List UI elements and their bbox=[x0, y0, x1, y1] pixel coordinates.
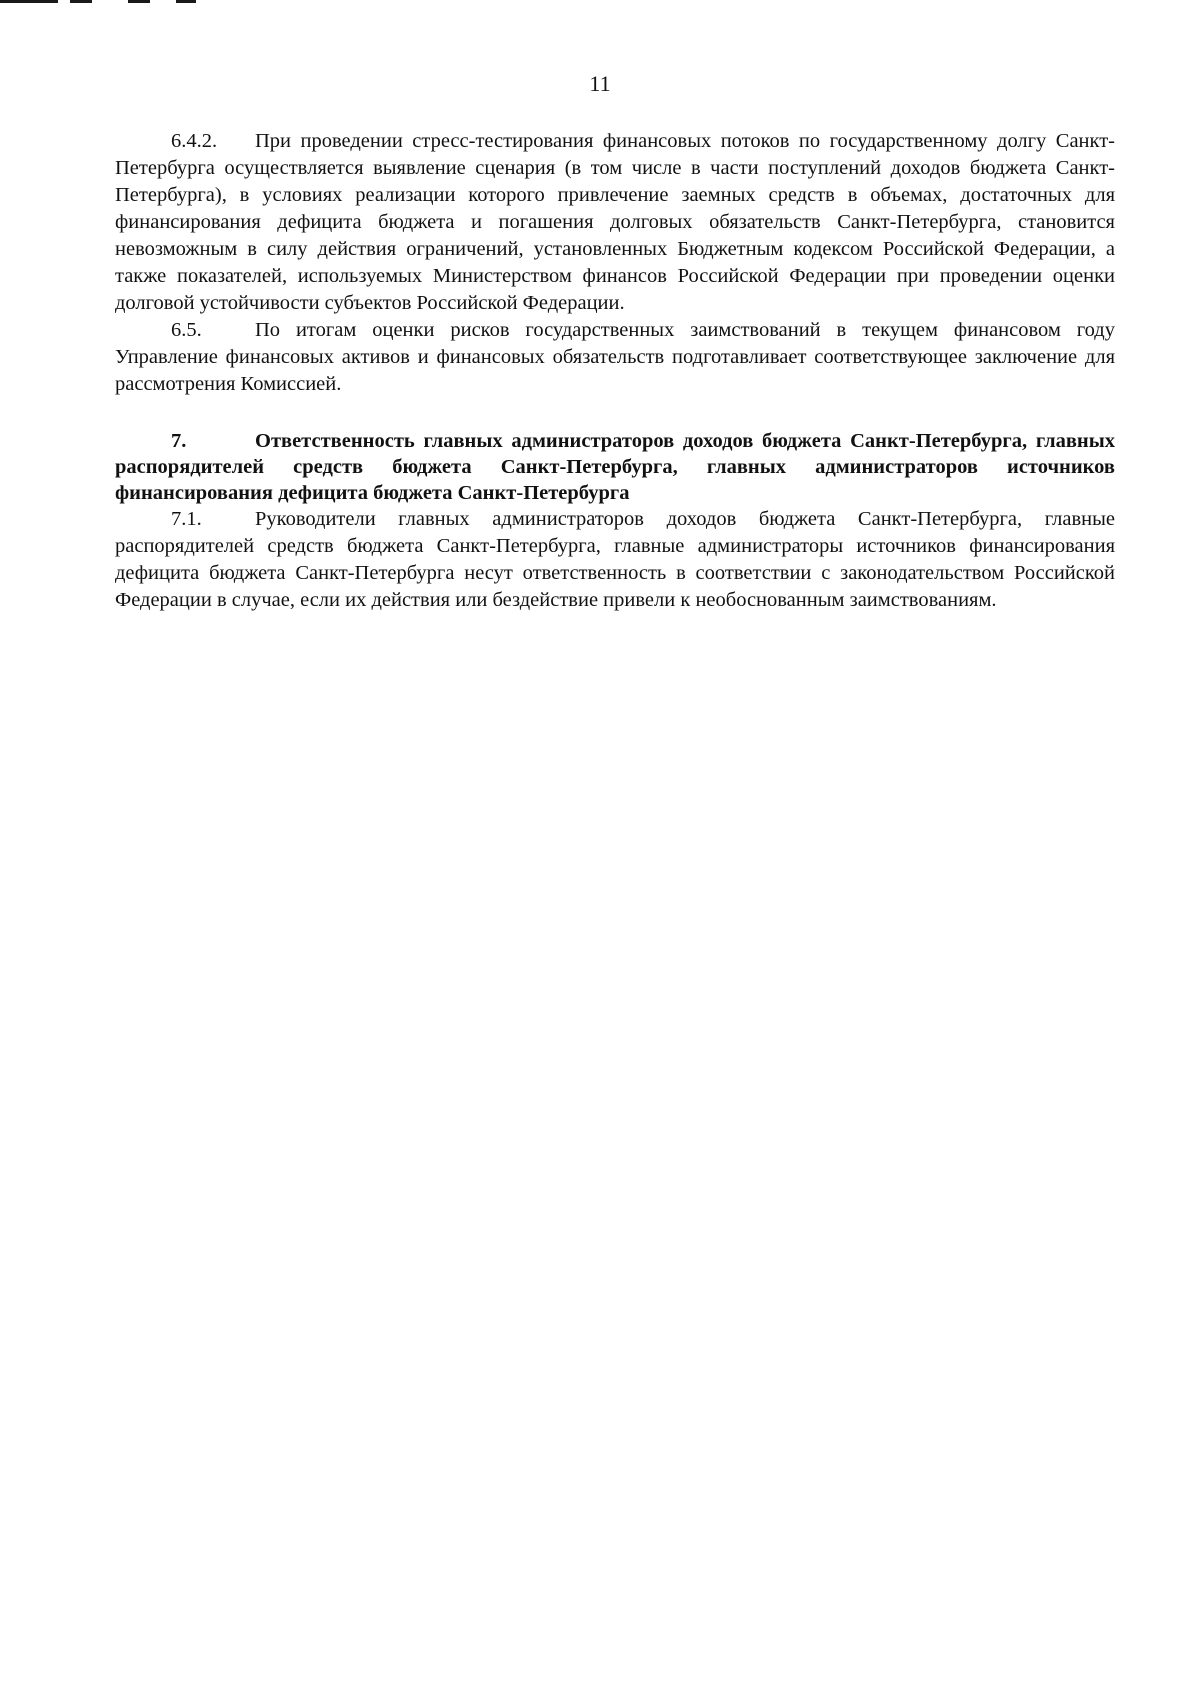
scan-artifact bbox=[128, 0, 150, 3]
scan-artifact bbox=[70, 0, 92, 3]
paragraph-text: Руководители главных администраторов доходов бюджета Санкт-Петербурга, главные распорядителей средств бюджета Санкт-Петербурга, главные администраторы источников финансирования дефицита бюджета Санкт-Петербурга несут ответственность в соответствии с законодательством Российской Федерации в случае, если их действия или бездействие привели к необоснованным заимствованиям. bbox=[115, 508, 1115, 611]
section-number: 7. bbox=[171, 430, 187, 452]
scan-artifact bbox=[0, 0, 58, 3]
scan-artifact bbox=[176, 0, 196, 3]
paragraph-6-5 bbox=[115, 317, 1115, 398]
paragraph-text: По итогам оценки рисков государственных заимствований в текущем финансовом году Управление финансовых активов и финансовых обязательств подготавливает соответствующее заключение для рассмотрения Комиссией. bbox=[115, 319, 1115, 395]
paragraph-6-4-2 bbox=[115, 128, 1115, 317]
paragraph-number: 7.1. bbox=[171, 508, 202, 530]
paragraph-text: При проведении стресс-тестирования финансовых потоков по государственному долгу Санкт-Петербурга осуществляется выявление сценария (в том числе в части поступлений доходов бюджета Санкт-Петербурга), в условиях реализации которого привлечение заемных средств в объемах, достаточных для финансирования дефицита бюджета и погашения долговых обязательств Санкт-Петербурга, становится невозможным в силу действия ограничений, установленных Бюджетным кодексом Российской Федерации, а также показателей, используемых Министерством финансов Российской Федерации при проведении оценки долговой устойчивости субъектов Российской Федерации. bbox=[115, 130, 1115, 314]
paragraph-number: 6.5. bbox=[171, 319, 202, 341]
paragraph-7-1 bbox=[115, 506, 1115, 614]
section-title: Ответственность главных администраторов доходов бюджета Санкт-Петербурга, главных распорядителей средств бюджета Санкт-Петербурга, главных администраторов источников финансирования дефицита бюджета Санкт-Петербурга bbox=[115, 430, 1115, 504]
paragraph-number: 6.4.2. bbox=[171, 130, 218, 152]
section-heading-7 bbox=[115, 428, 1115, 506]
document-body bbox=[115, 128, 1115, 614]
page-number: 11 bbox=[589, 71, 611, 96]
